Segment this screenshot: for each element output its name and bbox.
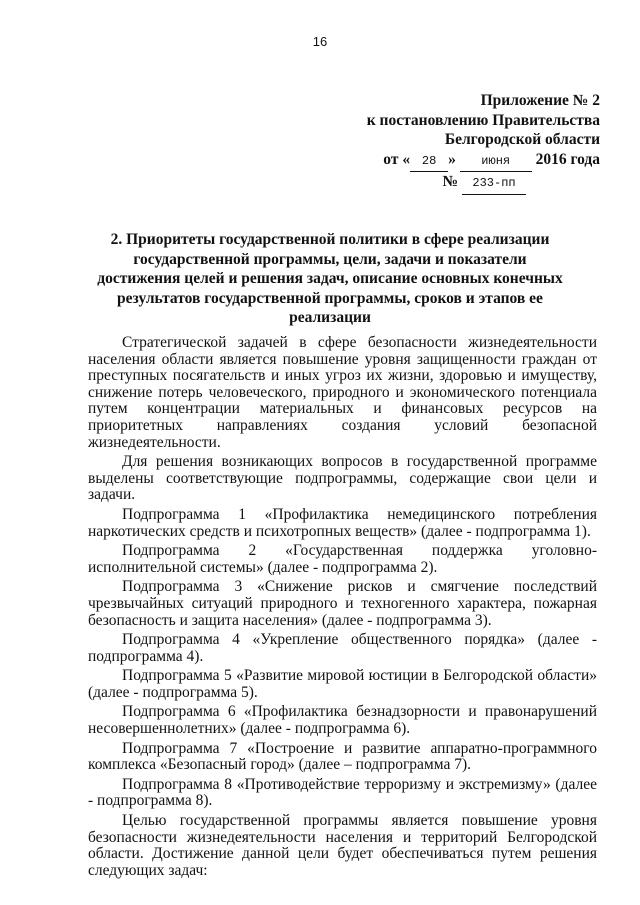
paragraph: Целью государственной программы является повышение уровня безопасности жизнедеятельности населения и территорий Белгородской области. Достижение данной цели будет обеспечиваться путем решения следующих задач:: [88, 812, 597, 879]
section-heading: 2. Приоритеты государственной политики в сфере реализации государственной программы, цели, задачи и показатели достижения целей и решения задач, описание основных конечных результатов государственной программы, сроков и этапов ее реализации: [97, 231, 563, 326]
paragraph: Стратегической задачей в сфере безопасности жизнедеятельности населения области является повышение уровня защищенности граждан от преступных посягательств и иных угроз их жизни, здоровью и имуществу, снижение потерь человеческого, природного и экономического потенциала путем концентрации материальных и финансовых ресурсов на приоритетных направлениях создания условий безопасной жизнедеятельности.: [88, 334, 597, 451]
appendix-number-line: [330, 172, 600, 195]
paragraph: Подпрограмма 6 «Профилактика безнадзорности и правонарушений несовершеннолетних» (далее - подпрограмма 6).: [88, 703, 597, 738]
paragraph: Подпрограмма 1 «Профилактика немедицинского потребления наркотических средств и психотропных веществ» (далее - подпрограмма 1).: [88, 505, 597, 540]
page-number: 16: [312, 34, 328, 49]
appendix-block: [330, 91, 600, 195]
paragraph: Для решения возникающих вопросов в государственной программе выделены соответствующие подпрограммы, содержащие свои цели и задачи.: [88, 453, 597, 504]
appendix-date-line: [330, 150, 600, 173]
paragraph: Подпрограмма 3 «Снижение рисков и смягчение последствий чрезвычайных ситуаций природного и техногенного характера, пожарная безопасность и защита населения» (далее - подпрограмма 3).: [88, 578, 597, 629]
paragraph: Подпрограмма 4 «Укрепление общественного порядка» (далее - подпрограмма 4).: [88, 631, 597, 665]
date-day-field: 28: [410, 152, 448, 173]
paragraph: Подпрограмма 8 «Противодействие терроризму и экстремизму» (далее - подпрограмма 8).: [88, 775, 597, 810]
number-field: 233-пп: [462, 174, 526, 195]
appendix-region-line: Белгородской области: [444, 131, 600, 148]
paragraph: Подпрограмма 2 «Государственная поддержка уголовно-исполнительной системы» (далее - подпрограмма 2).: [88, 542, 597, 576]
date-month-field: июня: [460, 152, 532, 173]
appendix-title: Приложение № 2: [480, 92, 600, 109]
date-prefix: от «: [383, 150, 411, 168]
appendix-resolution-line: к постановлению Правительства: [366, 111, 600, 129]
date-mid: »: [448, 150, 456, 168]
paragraph: Подпрограмма 7 «Построение и развитие аппаратно-программного комплекса «Безопасный город» (далее – подпрограмма 7).: [88, 739, 597, 774]
date-year: 2016 года: [535, 150, 600, 168]
body-text: [88, 335, 597, 882]
paragraph: Подпрограмма 5 «Развитие мировой юстиции в Белгородской области» (далее - подпрограмма 5).: [88, 667, 597, 701]
number-prefix: №: [442, 173, 459, 190]
